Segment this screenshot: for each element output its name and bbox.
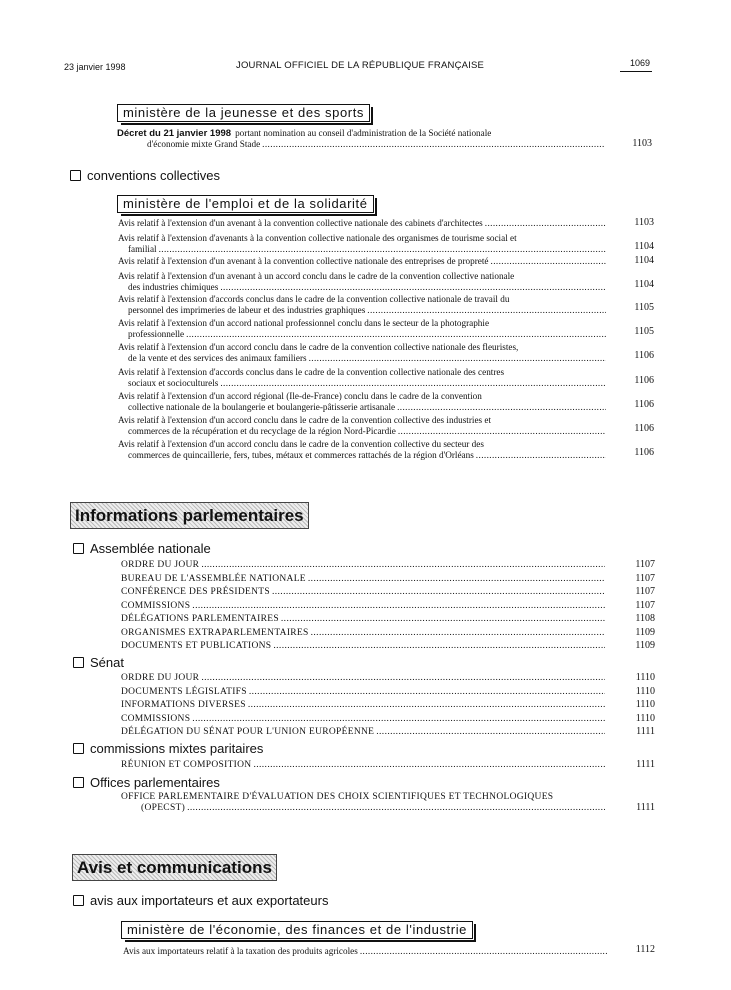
- section-conventions: [70, 168, 220, 183]
- convention-entry-line1: Avis relatif à l'extension d'un accord national professionnel conclu dans le secteur de la photographie: [118, 318, 490, 328]
- toc-row-label: DÉLÉGATIONS PARLEMENTAIRES: [121, 614, 279, 624]
- toc-row-page: 1110: [635, 699, 655, 710]
- convention-entry: [118, 271, 608, 293]
- page-number: 1069: [630, 58, 651, 68]
- toc-row: [121, 687, 607, 697]
- toc-row-label: ORGANISMES EXTRAPARLEMENTAIRES: [121, 627, 309, 638]
- decree-page: 1103: [632, 138, 652, 149]
- offices-line1: [121, 792, 607, 802]
- section-avis-title: avis aux importateurs et aux exportateurs: [90, 893, 329, 908]
- convention-entry: [118, 439, 608, 461]
- toc-row: [121, 574, 607, 584]
- section-offices-title: Offices parlementaires: [90, 775, 220, 790]
- checkbox-icon: [73, 895, 84, 906]
- convention-entry: [118, 367, 608, 389]
- section-mixtes: [73, 741, 263, 756]
- toc-row-page: 1110: [635, 685, 655, 697]
- convention-entry-line1: Avis relatif à l'extension d'un avenant à la convention collective nationale des entreprises de propreté: [118, 256, 489, 266]
- convention-entry-page: 1106: [634, 350, 654, 361]
- checkbox-icon: [73, 543, 84, 554]
- section-avis-importateurs: [73, 893, 328, 908]
- convention-entry-line1: Avis relatif à l'extension d'avenants à la convention collective nationale des organismes de tourisme social et: [118, 233, 517, 243]
- decree-text-line2: d'économie mixte Grand Stade: [147, 139, 261, 149]
- convention-entry-line1: Avis relatif à l'extension d'un avenant à la convention collective nationale des cabinets d'architectes: [118, 218, 483, 228]
- toc-row-page: 1107: [635, 599, 655, 611]
- convention-entry-line1: Avis relatif à l'extension d'accords conclus dans le cadre de la convention collective nationale des centres: [118, 367, 505, 377]
- convention-entry-page: 1104: [634, 279, 654, 290]
- section-senat-title: Sénat: [90, 655, 124, 670]
- checkbox-icon: [73, 657, 84, 668]
- toc-row-label: ORDRE DU JOUR: [121, 560, 200, 570]
- checkbox-icon: [70, 170, 81, 181]
- ministry-emploi-box: ministère de l'emploi et de la solidarité: [117, 195, 374, 213]
- convention-entry-page: 1105: [634, 302, 654, 313]
- convention-entry-page: 1106: [634, 447, 654, 458]
- convention-entry-line2: familial: [128, 244, 157, 254]
- toc-row-label: COMMISSIONS: [121, 713, 191, 724]
- convention-entry: [118, 391, 608, 413]
- checkbox-icon: [73, 743, 84, 754]
- convention-entry-page: 1104: [634, 255, 654, 266]
- banner-avis-communications: Avis et communications: [72, 854, 277, 881]
- toc-row: [121, 760, 607, 770]
- page-number-rule: [620, 71, 652, 72]
- convention-entry-line1: Avis relatif à l'extension d'un accord conclu dans le cadre de la convention collective des industries et: [118, 415, 492, 425]
- toc-row-label: COMMISSIONS: [121, 600, 191, 611]
- section-assemblee: [73, 541, 211, 556]
- convention-entry: [118, 256, 608, 267]
- toc-row-page: 1111: [636, 759, 655, 770]
- convention-entry-page: 1106: [634, 375, 654, 386]
- convention-entry: [118, 342, 608, 364]
- avis-page: 1112: [635, 944, 655, 955]
- toc-row: [121, 641, 607, 651]
- toc-row-page: 1111: [636, 726, 655, 737]
- toc-row-page: 1110: [635, 672, 655, 683]
- section-offices: [73, 775, 220, 790]
- convention-entry-page: 1106: [634, 399, 654, 410]
- toc-row: [121, 714, 607, 724]
- convention-entry-line1: Avis relatif à l'extension d'un accord conclu dans le cadre de la convention collective du secteur des: [118, 439, 484, 449]
- section-senat: [73, 655, 124, 670]
- offices-line2: [141, 803, 607, 813]
- ministry-jeunesse-box: ministère de la jeunesse et des sports: [117, 104, 370, 122]
- convention-entry-line1: Avis relatif à l'extension d'accords conclus dans le cadre de la convention collective nationale de travail du: [118, 294, 510, 304]
- convention-entry-line2: sociaux et socioculturels: [128, 378, 219, 388]
- header-date: 23 janvier 1998: [64, 62, 126, 72]
- toc-row-label: CONFÉRENCE DES PRÉSIDENTS: [121, 587, 270, 597]
- convention-entry-line1: Avis relatif à l'extension d'un avenant à un accord conclu dans le cadre de la convention collective nationale: [118, 271, 515, 281]
- toc-row-page: 1109: [635, 626, 655, 638]
- toc-row: [121, 587, 607, 597]
- convention-entry-line2: de la vente et des services des animaux familiers: [128, 353, 307, 363]
- decree-text-line1: portant nomination au conseil d'administration de la Société nationale: [235, 128, 492, 138]
- ministry-economie-box: ministère de l'économie, des finances et de l'industrie: [121, 921, 473, 939]
- toc-row-label: DÉLÉGATION DU SÉNAT POUR L'UNION EUROPÉENNE: [121, 727, 375, 737]
- toc-row-label: ORDRE DU JOUR: [121, 673, 200, 683]
- toc-row-label: RÉUNION ET COMPOSITION: [121, 760, 252, 770]
- convention-entry: [118, 318, 608, 340]
- toc-row-page: 1107: [635, 559, 655, 570]
- avis-entry: [123, 946, 609, 957]
- convention-entry-page: 1106: [634, 423, 654, 434]
- toc-row: [121, 560, 607, 570]
- toc-row: [121, 601, 607, 611]
- decree-date: Décret du 21 janvier 1998: [117, 128, 232, 139]
- toc-row-page: 1107: [635, 586, 655, 597]
- toc-row-label: BUREAU DE L'ASSEMBLÉE NATIONALE: [121, 573, 306, 584]
- convention-entry: [118, 294, 608, 316]
- convention-entry-line2: commerces de la récupération et du recyclage de la région Nord-Picardie: [128, 426, 396, 436]
- convention-entry-line2: des industries chimiques: [128, 282, 219, 292]
- toc-row-page: 1109: [635, 640, 655, 651]
- offices-page: 1111: [636, 802, 655, 813]
- offices-label-2: (OPECST): [141, 803, 186, 813]
- toc-row: [121, 628, 607, 638]
- convention-entry-line1: Avis relatif à l'extension d'un accord conclu dans le cadre de la convention collective nationale des fleuristes,: [118, 342, 519, 352]
- toc-row-label: INFORMATIONS DIVERSES: [121, 700, 246, 710]
- section-conventions-title: conventions collectives: [87, 168, 220, 183]
- checkbox-icon: [73, 777, 84, 788]
- toc-row: [121, 700, 607, 710]
- section-mixtes-title: commissions mixtes paritaires: [90, 741, 264, 756]
- avis-entry-text: Avis aux importateurs relatif à la taxation des produits agricoles: [123, 946, 358, 956]
- toc-row: [121, 673, 607, 683]
- toc-row-label: DOCUMENTS LÉGISLATIFS: [121, 686, 247, 697]
- convention-entry-page: 1105: [634, 326, 654, 337]
- journal-title: JOURNAL OFFICIEL DE LA RÉPUBLIQUE FRANÇAISE: [236, 60, 485, 71]
- convention-entry-line2: collective nationale de la boulangerie et boulangerie-pâtisserie artisanale: [128, 402, 396, 412]
- convention-entry: [118, 218, 608, 229]
- toc-row: [121, 614, 607, 624]
- convention-entry: [118, 415, 608, 437]
- toc-row-page: 1107: [635, 572, 655, 584]
- offices-label: OFFICE PARLEMENTAIRE D'ÉVALUATION DES CHOIX SCIENTIFIQUES ET TECHNOLOGIQUES: [121, 792, 554, 802]
- convention-entry-line2: professionnelle: [128, 329, 185, 339]
- toc-row-page: 1110: [635, 712, 655, 724]
- toc-row-page: 1108: [635, 613, 655, 624]
- decree-entry: [117, 128, 607, 150]
- convention-entry-line2: personnel des imprimeries de labeur et des industries graphiques: [128, 305, 366, 315]
- convention-entry-line2: commerces de quincaillerie, fers, tubes, métaux et commerces rattachés de la région d'Orléans: [128, 450, 474, 460]
- convention-entry-page: 1103: [634, 217, 654, 228]
- section-assemblee-title: Assemblée nationale: [90, 541, 211, 556]
- convention-entry-line1: Avis relatif à l'extension d'un accord régional (Ile-de-France) conclu dans le cadre de la convention: [118, 391, 482, 401]
- toc-row-label: DOCUMENTS ET PUBLICATIONS: [121, 641, 272, 651]
- banner-informations-parlementaires: Informations parlementaires: [70, 502, 309, 529]
- convention-entry-page: 1104: [634, 241, 654, 252]
- toc-row: [121, 727, 607, 737]
- convention-entry: [118, 233, 608, 255]
